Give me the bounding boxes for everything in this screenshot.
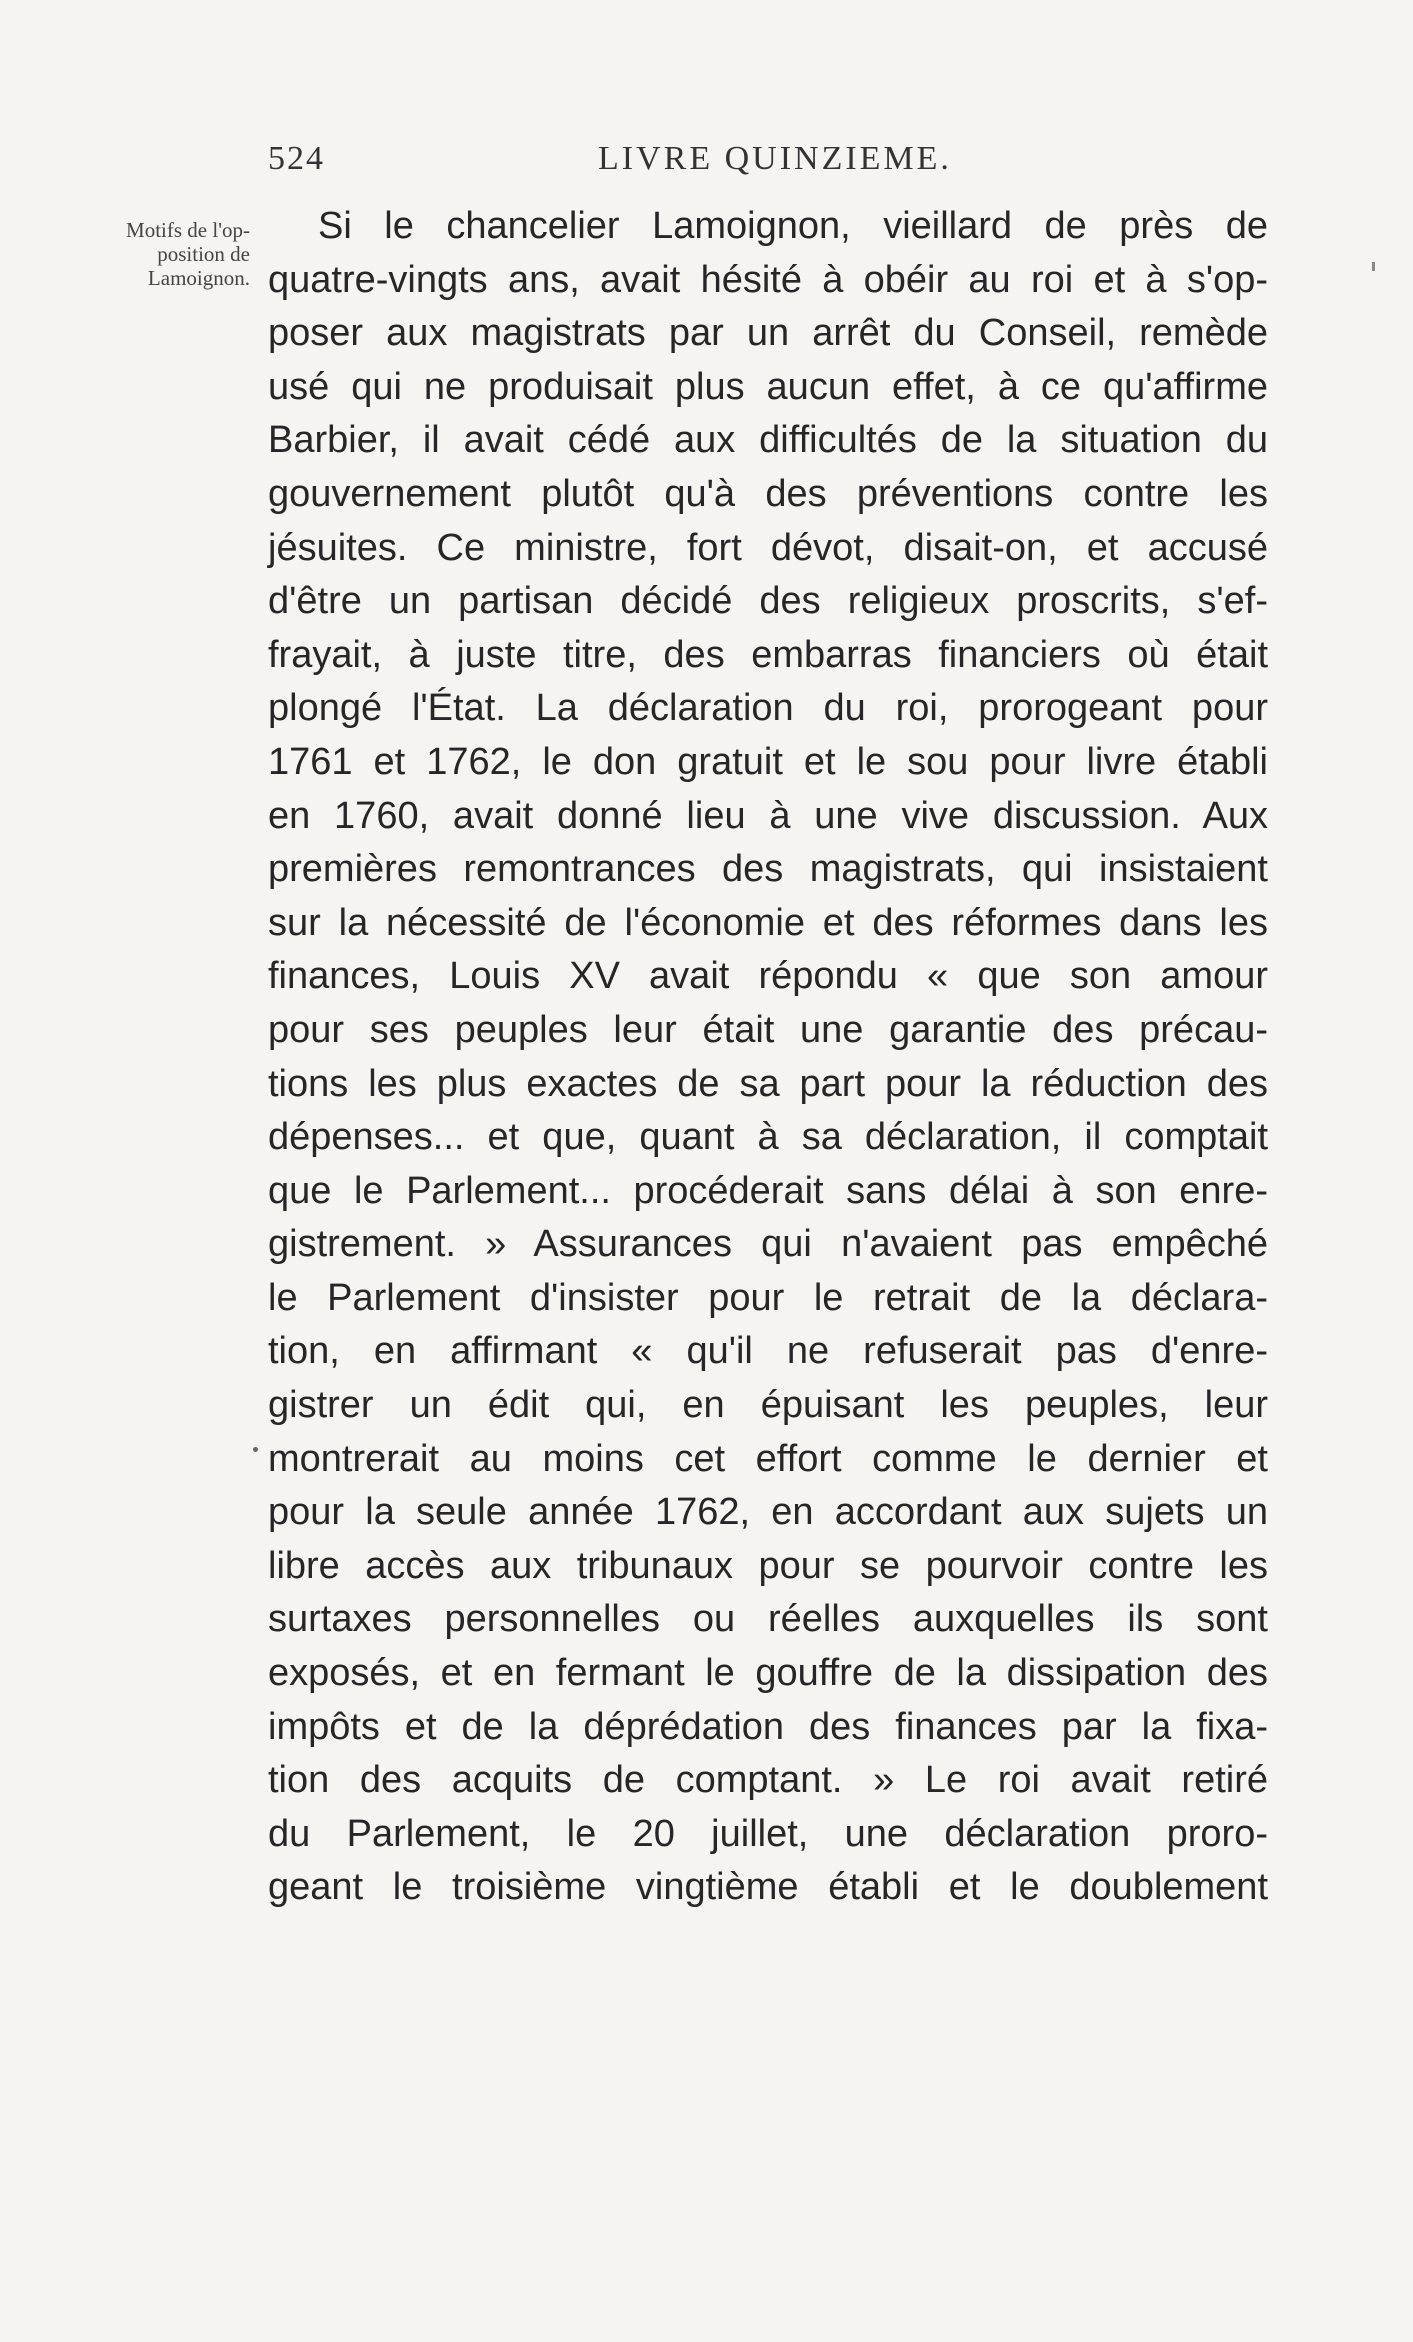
ink-speck	[253, 1447, 258, 1452]
book-title: LIVRE QUINZIEME.	[598, 140, 952, 177]
text-line: dépenses... et que, quant à sa déclaration, il comptait	[268, 1116, 1268, 1159]
text-line: montrerait au moins cet effort comme le dernier et	[268, 1437, 1268, 1480]
text-line: sur la nécessité de l'économie et des réformes dans les	[268, 901, 1268, 944]
text-line: poser aux magistrats par un arrêt du Conseil, remède	[268, 312, 1268, 355]
running-head	[0, 140, 1413, 180]
margin-note-line: position de	[157, 242, 250, 266]
text-line: pour ses peuples leur était une garantie des précau-	[268, 1008, 1268, 1051]
text-line: que le Parlement... procéderait sans délai à son enre-	[268, 1169, 1268, 1212]
text-line: surtaxes personnelles ou réelles auxquelles ils sont	[268, 1598, 1268, 1641]
text-line: impôts et de la déprédation des finances par la fixa-	[268, 1705, 1268, 1748]
text-line: exposés, et en fermant le gouffre de la dissipation des	[268, 1652, 1268, 1695]
text-line: usé qui ne produisait plus aucun effet, à ce qu'affirme	[268, 365, 1268, 408]
text-line: gistrer un édit qui, en épuisant les peuples, leur	[268, 1384, 1268, 1427]
text-line: libre accès aux tribunaux pour se pourvoir contre les	[268, 1544, 1268, 1587]
body-paragraph	[268, 200, 1268, 1915]
margin-note	[40, 218, 250, 290]
text-line: Si le chancelier Lamoignon, vieillard de près de	[318, 205, 1268, 247]
text-line: quatre-vingts ans, avait hésité à obéir au roi et à s'op-	[268, 258, 1268, 301]
text-line: finances, Louis XV avait répondu « que son amour	[268, 955, 1268, 998]
text-line: Barbier, il avait cédé aux difficultés de la situation du	[268, 419, 1268, 462]
text-line: frayait, à juste titre, des embarras financiers où était	[268, 633, 1268, 676]
text-line: 1761 et 1762, le don gratuit et le sou pour livre établi	[268, 740, 1268, 783]
text-line: tion, en affirmant « qu'il ne refuserait pas d'enre-	[268, 1330, 1268, 1373]
text-line: geant le troisième vingtième établi et le doublement	[268, 1866, 1268, 1909]
text-line: tion des acquits de comptant. » Le roi avait retiré	[268, 1759, 1268, 1802]
text-line: jésuites. Ce ministre, fort dévot, disait-on, et accusé	[268, 526, 1268, 569]
page-number: 524	[268, 140, 325, 177]
text-line: gistrement. » Assurances qui n'avaient pas empêché	[268, 1223, 1268, 1266]
text-line: tions les plus exactes de sa part pour la réduction des	[268, 1062, 1268, 1105]
text-line: gouvernement plutôt qu'à des préventions contre les	[268, 472, 1268, 515]
text-line: le Parlement d'insister pour le retrait de la déclara-	[268, 1276, 1268, 1319]
margin-note-line: Lamoignon.	[147, 266, 250, 290]
ink-mark	[1372, 262, 1375, 271]
text-line: plongé l'État. La déclaration du roi, prorogeant pour	[268, 687, 1268, 730]
margin-note-line: Motifs de l'op-	[126, 218, 250, 242]
text-line: du Parlement, le 20 juillet, une déclaration proro-	[268, 1812, 1268, 1855]
text-line: d'être un partisan décidé des religieux proscrits, s'ef-	[268, 580, 1268, 623]
text-line: en 1760, avait donné lieu à une vive discussion. Aux	[268, 794, 1268, 837]
text-line: pour la seule année 1762, en accordant aux sujets un	[268, 1491, 1268, 1534]
text-line: premières remontrances des magistrats, qui insistaient	[268, 848, 1268, 891]
